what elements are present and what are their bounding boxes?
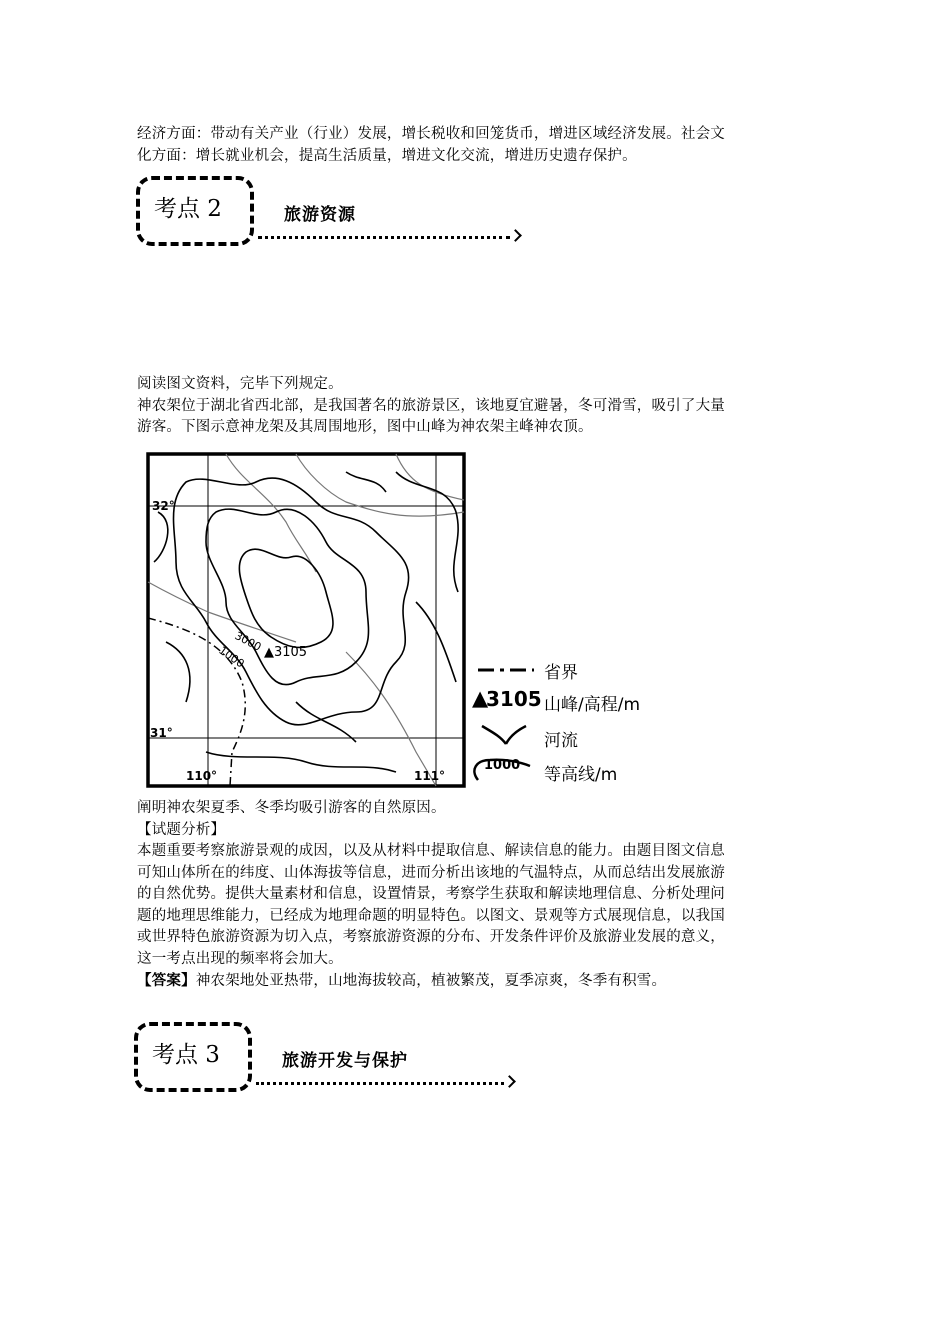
legend-peak (470, 686, 690, 714)
intro-paragraph (137, 124, 817, 167)
label-lat-32: 32° (152, 499, 175, 513)
peak-triangle-icon: ▲ (472, 686, 489, 710)
analysis-line-1: 本题重要考察旅游景观的成因，以及从材料中提取信息、解读信息的能力。由题目图文信息 (137, 843, 725, 859)
legend-contour-label: 等高线/m (544, 765, 618, 785)
answer-tag: 【答案】 (137, 972, 196, 989)
section-badge-2 (136, 176, 254, 246)
section-arrow-3 (256, 1082, 504, 1085)
question-text (137, 374, 817, 439)
boundary-symbol-icon (476, 660, 536, 680)
topographic-map (146, 452, 466, 788)
legend-peak-value: 3105 (486, 687, 542, 711)
section-title-2: 旅游资源 (284, 205, 356, 225)
label-lon-111: 111° (414, 769, 446, 783)
analysis-line-5: 或世界特色旅游资源为切入点，考察旅游资源的分布、开发条件评价及旅游业发展的意义， (137, 929, 725, 945)
label-contour-3000: 3000 (232, 629, 264, 654)
question-lead: 阅读图文资料，完毕下列规定。 (137, 376, 343, 392)
river-symbol-icon (480, 722, 530, 748)
legend-contour-value: 1000 (484, 758, 521, 773)
analysis-line-4: 题的地理思维能力，已经成为地理命题的明显特色。以图文、景观等方式展现信息，以我国 (137, 907, 725, 924)
section-badge-3-label: 考点 3 (152, 1042, 220, 1068)
question-line-2: 游客。下图示意神龙架及其周围地形，图中山峰为神农架主峰神农顶。 (137, 419, 593, 435)
answer-line (137, 970, 817, 993)
legend-boundary (470, 654, 690, 682)
analysis-line-3: 的自然优势。提供大量素材和信息，设置情景，考察学生获取和解读地理信息、分析处理问 (137, 886, 725, 902)
analysis-header: 【试题分析】 (137, 821, 226, 838)
analysis-prompt: 阐明神农架夏季、冬季均吸引游客的自然原因。 (137, 800, 446, 816)
label-peak-3105: ▲3105 (264, 645, 308, 660)
question-line-1: 神农架位于湖北省西北部，是我国著名的旅游景区，该地夏宜避暑，冬可滑雪，吸引了大量 (137, 397, 725, 414)
label-lon-110: 110° (186, 769, 218, 783)
section-badge-2-label: 考点 2 (154, 196, 222, 222)
analysis-section (137, 798, 817, 993)
analysis-line-2: 可知山体所在的纬度、山体海拔等信息，进而分析出该地的气温特点，从而总结出发展旅游 (137, 864, 725, 881)
label-lat-31: 31° (150, 726, 173, 740)
legend-river (470, 722, 690, 750)
legend-river-label: 河流 (544, 731, 578, 751)
label-contour-1000: 1000 (216, 643, 247, 671)
section-arrow-2 (258, 236, 510, 239)
map-legend (470, 652, 690, 788)
analysis-line-6: 这一考点出现的频率将会加大。 (137, 950, 343, 967)
section-title-3: 旅游开发与保护 (282, 1051, 408, 1071)
intro-line-1: 经济方面：带动有关产业（行业）发展，增长税收和回笼货币，增进区域经济发展。社会文 (137, 126, 725, 142)
answer-text: 神农架地处亚热带，山地海拔较高，植被繁茂，夏季凉爽，冬季有积雪。 (195, 973, 667, 989)
legend-contour (470, 756, 690, 784)
section-badge-3 (134, 1022, 252, 1092)
map-frame (148, 454, 464, 786)
intro-line-2: 化方面：增长就业机会，提高生活质量，增进文化交流，增进历史遗存保护。 (137, 147, 637, 164)
legend-peak-label: 山峰/高程/m (544, 695, 641, 715)
legend-boundary-label: 省界 (544, 663, 578, 683)
